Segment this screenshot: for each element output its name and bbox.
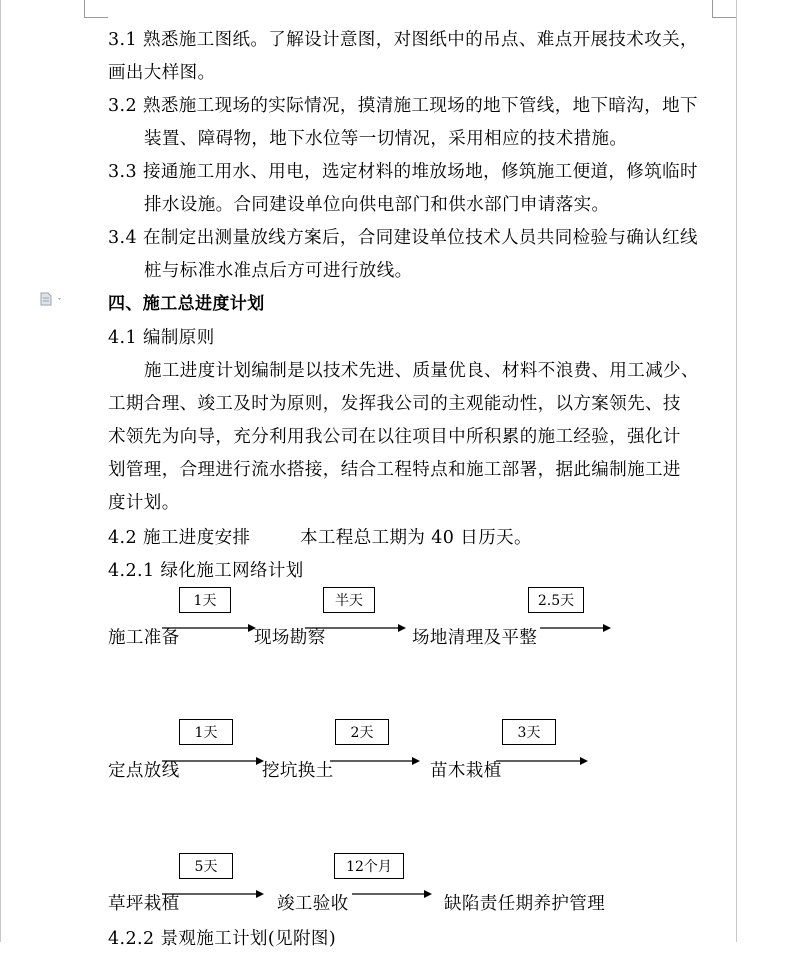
paragraph-options-icon[interactable] (40, 292, 64, 306)
section-4-2-2-title: 4.2.2 景观施工计划(见附图) (108, 929, 337, 949)
margin-mark-left (84, 0, 85, 18)
section-4-1-line-4: 划管理，合理进行流水搭接，结合工程特点和施工部署，据此编制施工进 (108, 460, 681, 480)
section-4-1-line-1: 施工进度计划编制是以技术先进、质量优良、材料不浪费、用工减少、 (144, 361, 699, 381)
flow-node: 挖坑换土 (262, 761, 334, 781)
flow-node: 施工准备 (108, 628, 180, 648)
flow-arrows-row-2 (160, 755, 600, 767)
duration-box: 3天 (502, 719, 556, 745)
page-edge-left (0, 0, 1, 942)
flow-arrows-row-1 (160, 622, 620, 634)
item-3-3-cont: 排水设施。合同建设单位向供电部门和供水部门申请落实。 (144, 195, 610, 215)
section-4-1-line-5: 度计划。 (108, 493, 180, 513)
duration-box: 半天 (323, 587, 375, 613)
flow-node: 草坪栽植 (108, 894, 180, 914)
duration-box: 1天 (179, 719, 233, 745)
item-3-2-cont: 装置、障碍物，地下水位等一切情况，采用相应的技术措施。 (144, 129, 628, 149)
item-3-2: 3.2 熟悉施工现场的实际情况，摸清施工现场的地下管线，地下暗沟，地下 (108, 96, 698, 116)
flow-node: 现场勘察 (254, 628, 326, 648)
item-3-3: 3.3 接通施工用水、用电，选定材料的堆放场地，修筑施工便道，修筑临时 (108, 162, 698, 182)
item-3-1-cont: 画出大样图。 (108, 63, 216, 83)
flow-arrows-row-3 (160, 888, 440, 900)
flow-node: 缺陷责任期养护管理 (444, 894, 606, 914)
duration-box: 1天 (179, 587, 231, 613)
section-4-2-1-title: 4.2.1 绿化施工网络计划 (108, 561, 304, 581)
flow-node: 定点放线 (108, 761, 180, 781)
flow-node: 苗木栽植 (430, 761, 502, 781)
section-4-1-title: 4.1 编制原则 (108, 328, 215, 348)
section-4-heading: 四、施工总进度计划 (108, 294, 265, 314)
margin-mark-right-h (712, 17, 736, 18)
section-4-1-line-3: 术领先为向导，充分利用我公司在以往项目中所积累的施工经验，强化计 (108, 427, 681, 447)
item-3-4: 3.4 在制定出测量放线方案后，合同建设单位技术人员共同检验与确认红线 (108, 228, 698, 248)
section-4-1-line-2: 工期合理、竣工及时为原则，发挥我公司的主观能动性，以方案领先、技 (108, 394, 681, 414)
item-3-1: 3.1 熟悉施工图纸。了解设计意图，对图纸中的吊点、难点开展技术攻关， (108, 30, 698, 50)
item-3-4-cont: 桩与标准水准点后方可进行放线。 (144, 261, 413, 281)
margin-mark-left-h (84, 17, 108, 18)
duration-box: 2天 (335, 719, 389, 745)
flow-node: 竣工验收 (277, 894, 349, 914)
duration-box: 12个月 (334, 853, 404, 879)
flow-node: 场地清理及平整 (412, 628, 538, 648)
margin-mark-right (712, 0, 713, 18)
section-4-2-title: 4.2 施工进度安排 (108, 528, 251, 548)
duration-box: 2.5天 (528, 587, 584, 613)
duration-box: 5天 (179, 853, 233, 879)
section-4-2-text: 本工程总工期为 40 日历天。 (300, 528, 532, 548)
